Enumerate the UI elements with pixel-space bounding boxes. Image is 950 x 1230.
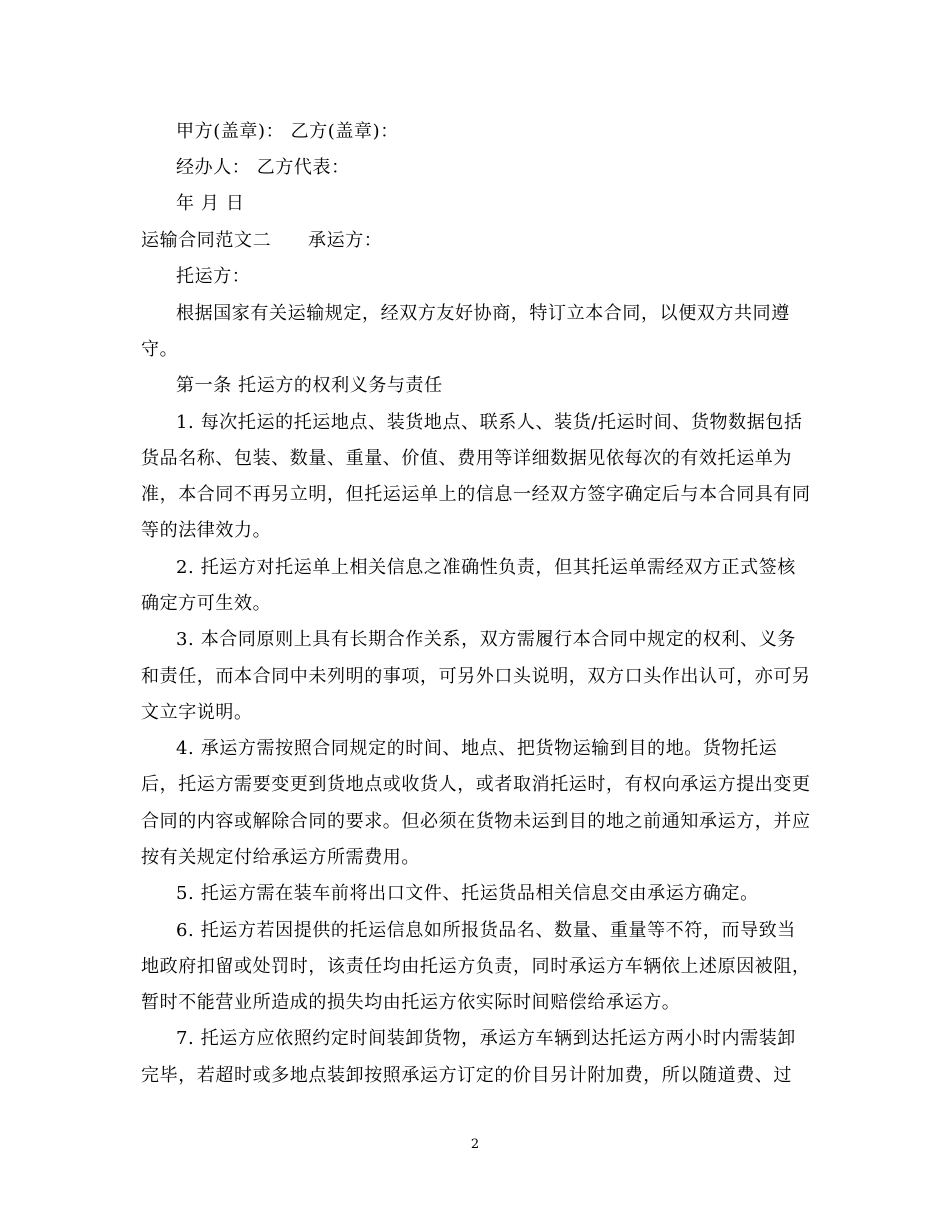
carrier-label: 承运方： [308, 230, 383, 251]
intro-paragraph-line: 守。 [141, 339, 179, 360]
clause-5-line: 5. 托运方需在装车前将出口文件、托运货品相关信息交由承运方确定。 [176, 883, 759, 904]
clause-1-line: 准，本合同不再另立明，但托运运单上的信息一经双方签字确定后与本合同具有同 [141, 484, 811, 505]
clause-2-line: 2. 托运方对托运单上相关信息之准确性负责，但其托运单需经双方正式签核 [176, 557, 796, 578]
signature-agent-line: 经办人： 乙方代表： [176, 157, 350, 178]
clause-1-line: 货品名称、包装、数量、重量、价值、费用等详细数据见依每次的有效托运单为 [141, 448, 792, 469]
signature-party-line: 甲方(盖章)： 乙方(盖章)： [176, 121, 399, 142]
clause-7-line: 完毕，若超时或多地点装卸按照承运方订定的价目另计附加费，所以随道费、过 [141, 1065, 792, 1086]
clause-3-line: 文立字说明。 [141, 702, 253, 723]
section-title: 运输合同范文二 [141, 230, 272, 251]
clause-2-line: 确定方可生效。 [141, 593, 272, 614]
page-number: 2 [470, 1137, 480, 1152]
intro-paragraph-line: 根据国家有关运输规定，经双方友好协商，特订立本合同，以便双方共同遵 [176, 303, 790, 324]
clause-4-line: 4. 承运方需按照合同规定的时间、地点、把货物运输到目的地。货物托运 [176, 738, 778, 759]
clause-1-line: 等的法律效力。 [141, 520, 272, 541]
clause-6-line: 暂时不能营业所造成的损失均由托运方依实际时间赔偿给承运方。 [141, 992, 681, 1013]
clause-6-line: 地政府扣留或处罚时，该责任均由托运方负责，同时承运方车辆依上述原因被阻， [141, 956, 811, 977]
clause-4-line: 按有关规定付给承运方所需费用。 [141, 847, 420, 868]
clause-4-line: 合同的内容或解除合同的要求。但必须在货物未运到目的地之前通知承运方，并应 [141, 811, 811, 832]
signature-date-line: 年 月 日 [176, 193, 245, 214]
shipper-label: 托运方： [176, 266, 251, 287]
clause-3-line: 和责任，而本合同中未列明的事项，可另外口头说明，双方口头作出认可，亦可另 [141, 666, 811, 687]
clause-6-line: 6. 托运方若因提供的托运信息如所报货品名、数量、重量等不符，而导致当 [176, 920, 796, 941]
article-title: 第一条 托运方的权利义务与责任 [176, 375, 443, 396]
clause-1-line: 1. 每次托运的托运地点、装货地点、联系人、装货/托运时间、货物数据包括 [176, 412, 803, 433]
clause-7-line: 7. 托运方应依照约定时间装卸货物，承运方车辆到达托运方两小时内需装卸 [176, 1028, 796, 1049]
clause-4-line: 后，托运方需要变更到货地点或收货人，或者取消托运时，有权向承运方提出变更 [141, 774, 811, 795]
clause-3-line: 3. 本合同原则上具有长期合作关系，双方需履行本合同中规定的权利、义务 [176, 629, 796, 650]
